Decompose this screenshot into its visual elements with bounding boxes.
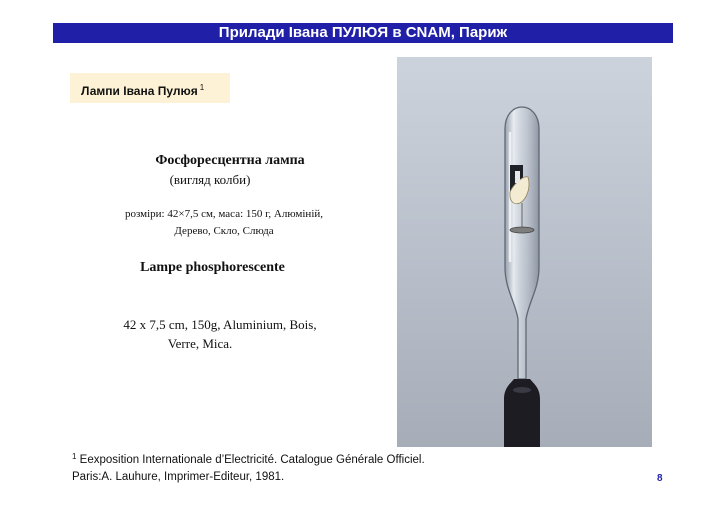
lamp-photo [397,57,652,447]
lamp-subtitle-ua: (вигляд колби) [169,172,251,187]
slide-title: Прилади Івана ПУЛЮЯ в CNAM, Париж [53,23,673,43]
lamp-specs-ua-2: Дерево, Скло, Слюда [174,225,274,237]
footnote-text: Eexposition Internationale d’Electricité. Catalogue Générale Officiel. Paris:A. Lauhure, Imprimer-Editeur, 1981. [72,454,425,483]
lamp-label-box [70,73,230,103]
footnote [72,448,432,486]
footnote-ref-mark: 1 [72,452,77,461]
footnote-ref: 1 [199,83,205,92]
lamp-specs-fr-1: 42 x 7,5 cm, 150g, Aluminium, Bois, [123,317,317,332]
phosphorescent-lamp-image [397,57,652,447]
lamp-specs-fr-2: Verre, Mica. [167,336,233,351]
lamp-specs-ua-1: розміри: 42×7,5 см, маса: 150 г, Алюміній, [124,208,324,220]
lamp-title-fr: Lampe phosphorescente [140,260,285,275]
lamp-title-ua: Фосфоресцентна лампа [155,153,305,168]
page-number: 8 [657,473,663,484]
lamp-label-text: Лампи Івана Пулюя [81,84,198,98]
